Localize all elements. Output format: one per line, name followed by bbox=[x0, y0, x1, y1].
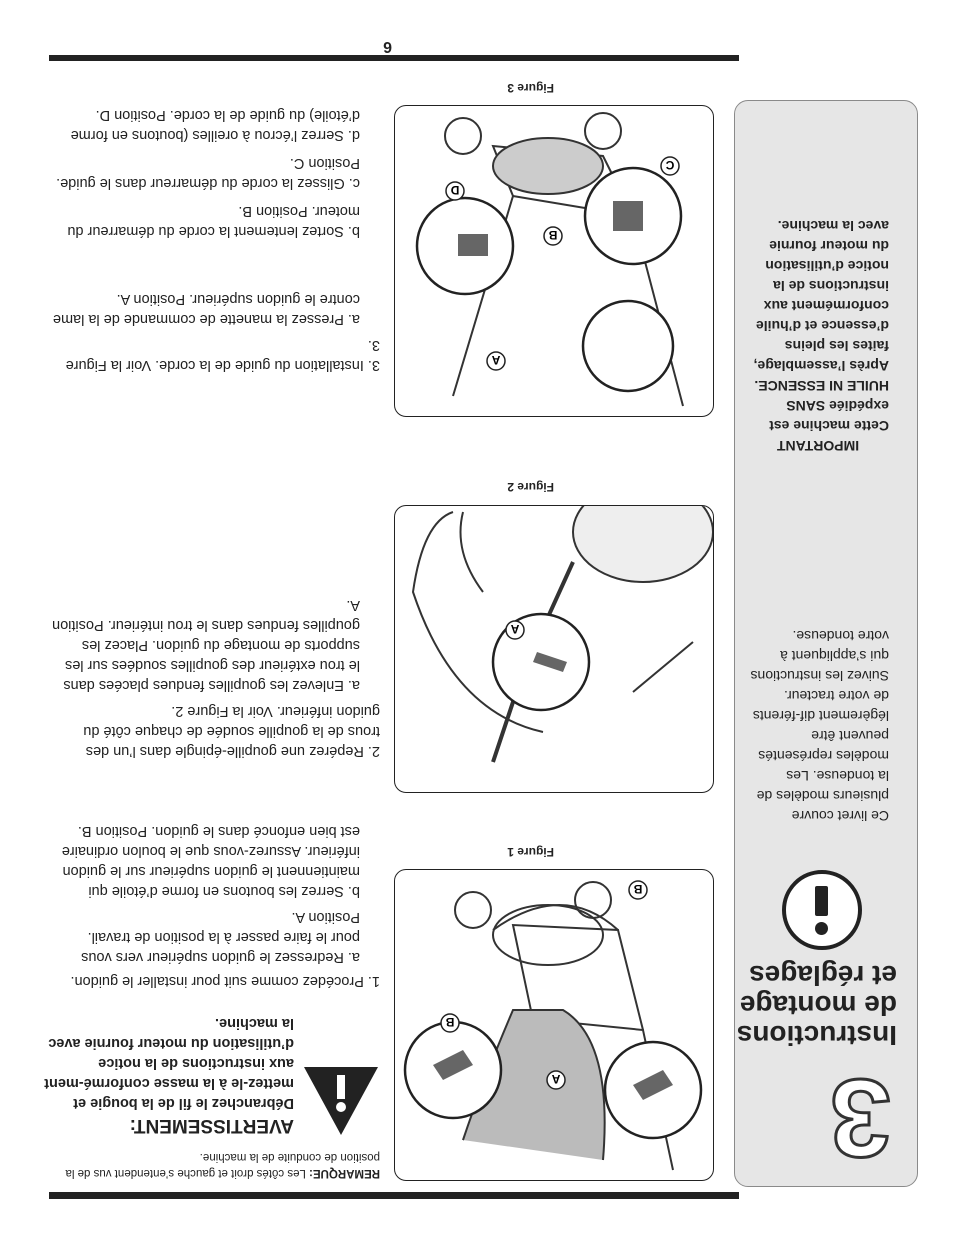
figure-3-caption: Figure 3 bbox=[507, 81, 554, 95]
step-3b: b. Sortez lentement la corde du démarreur du moteur. Position B. bbox=[67, 203, 360, 239]
bottom-rule bbox=[49, 55, 739, 61]
svg-text:C: C bbox=[665, 158, 675, 172]
wing-nut-icon bbox=[458, 234, 488, 256]
figure-1-label-b bbox=[629, 881, 647, 899]
step-3c: c. Glissez la corde du démarreur dans le guide. Position C. bbox=[56, 155, 360, 191]
figure-3-drawing bbox=[395, 106, 713, 416]
figure-2-drawing bbox=[395, 506, 713, 792]
svg-text:D: D bbox=[450, 183, 460, 197]
figure-3-label-c bbox=[661, 157, 679, 175]
chapter-number: 3 bbox=[829, 1056, 891, 1179]
page-number: 6 bbox=[383, 38, 392, 55]
figure-2-label-a bbox=[506, 621, 524, 639]
important-box bbox=[747, 216, 889, 456]
top-rule bbox=[49, 1192, 739, 1199]
svg-text:B: B bbox=[548, 228, 558, 242]
step-3a: a. Pressez la manette de commande de la lame contre le guidon supérieur. Position A. bbox=[52, 291, 360, 327]
info-icon bbox=[782, 870, 862, 950]
important-text: Cette machine est expédiée SANS HUILE NI ESSENCE. Après l’assemblage, faites les pleins d’essence et d’huile conformément aux instructions de la notice d’utilisation du moteur fournie avec la machine. bbox=[753, 218, 889, 434]
figure-3-label-d bbox=[446, 182, 464, 200]
figure-1 bbox=[394, 869, 714, 1181]
rope-guide-icon bbox=[613, 201, 643, 231]
sidebar bbox=[734, 100, 918, 1187]
figure-2-caption: Figure 2 bbox=[507, 480, 554, 494]
step-2: 2. Repérez une goupille-épingle dans l’un des trous de la goupille soudée de chaque côté du guidon inférieur. Voir la Figure 2. bbox=[83, 703, 380, 759]
sidebar-intro: Ce livret couvre plusieurs modèles de la tondeuse. Les modèles représentés peuvent être légèrement dif-férents de votre tracteur. Suivez les instructions qui s’appliquent à votre tondeuse. bbox=[750, 628, 889, 824]
step-3d: d. Serrez l’écrou à oreilles (boutons en forme d’étoile) du guide de la corde. Position D. bbox=[70, 107, 360, 143]
svg-text:A: A bbox=[491, 353, 501, 367]
figure-3 bbox=[394, 105, 714, 417]
figure-1-caption: Figure 1 bbox=[507, 845, 554, 859]
important-heading: IMPORTANT bbox=[776, 438, 860, 454]
figure-2 bbox=[394, 505, 714, 793]
svg-text:A: A bbox=[551, 1072, 561, 1086]
step-1b: b. Serrez les boutons en forme d’étoile qui maintiennent le guidon supérieur sur le guidon inférieur. Assurez-vous que le boulon ordinaire est bien enfoncé dans le guidon. Position B. bbox=[61, 823, 360, 899]
step-1a: a. Redressez le guidon supérieur vers vous pour le faire passer à la position de travail. Position A. bbox=[81, 909, 360, 965]
warning-block bbox=[44, 1013, 294, 1137]
step-3: 3. Installation du guide de la corde. Voir la Figure 3. bbox=[65, 337, 380, 373]
step-2a: a. Enlevez les goupilles fendues placées dans le trou extérieur des goupilles soudées sur les supports de montage du guidon. Placez les goupilles fendues dans le trou intérieur. Position A. bbox=[52, 597, 360, 693]
instructions-column bbox=[40, 71, 380, 1181]
step-1: 1. Procédez comme suit pour installer le guidon. bbox=[70, 973, 380, 989]
svg-text:B: B bbox=[633, 882, 643, 896]
figure-1-label-b2 bbox=[441, 1014, 459, 1032]
figure-3-label-a bbox=[487, 352, 505, 370]
figure-1-drawing bbox=[395, 870, 713, 1180]
chapter-title: Instructions de montage et réglages bbox=[736, 960, 897, 1051]
warning-text: Débranchez le fil de la bougie et mettez-le à la masse conformé-ment aux instructions de la notice d’utilisation du moteur fournie avec la machine. bbox=[44, 1015, 294, 1111]
figure-3-label-b bbox=[544, 227, 562, 245]
svg-text:A: A bbox=[510, 622, 520, 636]
svg-text:B: B bbox=[445, 1015, 455, 1029]
figure-1-label-a bbox=[547, 1071, 565, 1089]
warning-icon bbox=[302, 1059, 380, 1137]
warning-title: AVERTISSEMENT: bbox=[129, 1115, 294, 1136]
note: REMARQUE: Les côtés droit et gauche s’entendent vus de la position de conduite de la machine. bbox=[65, 1151, 380, 1179]
